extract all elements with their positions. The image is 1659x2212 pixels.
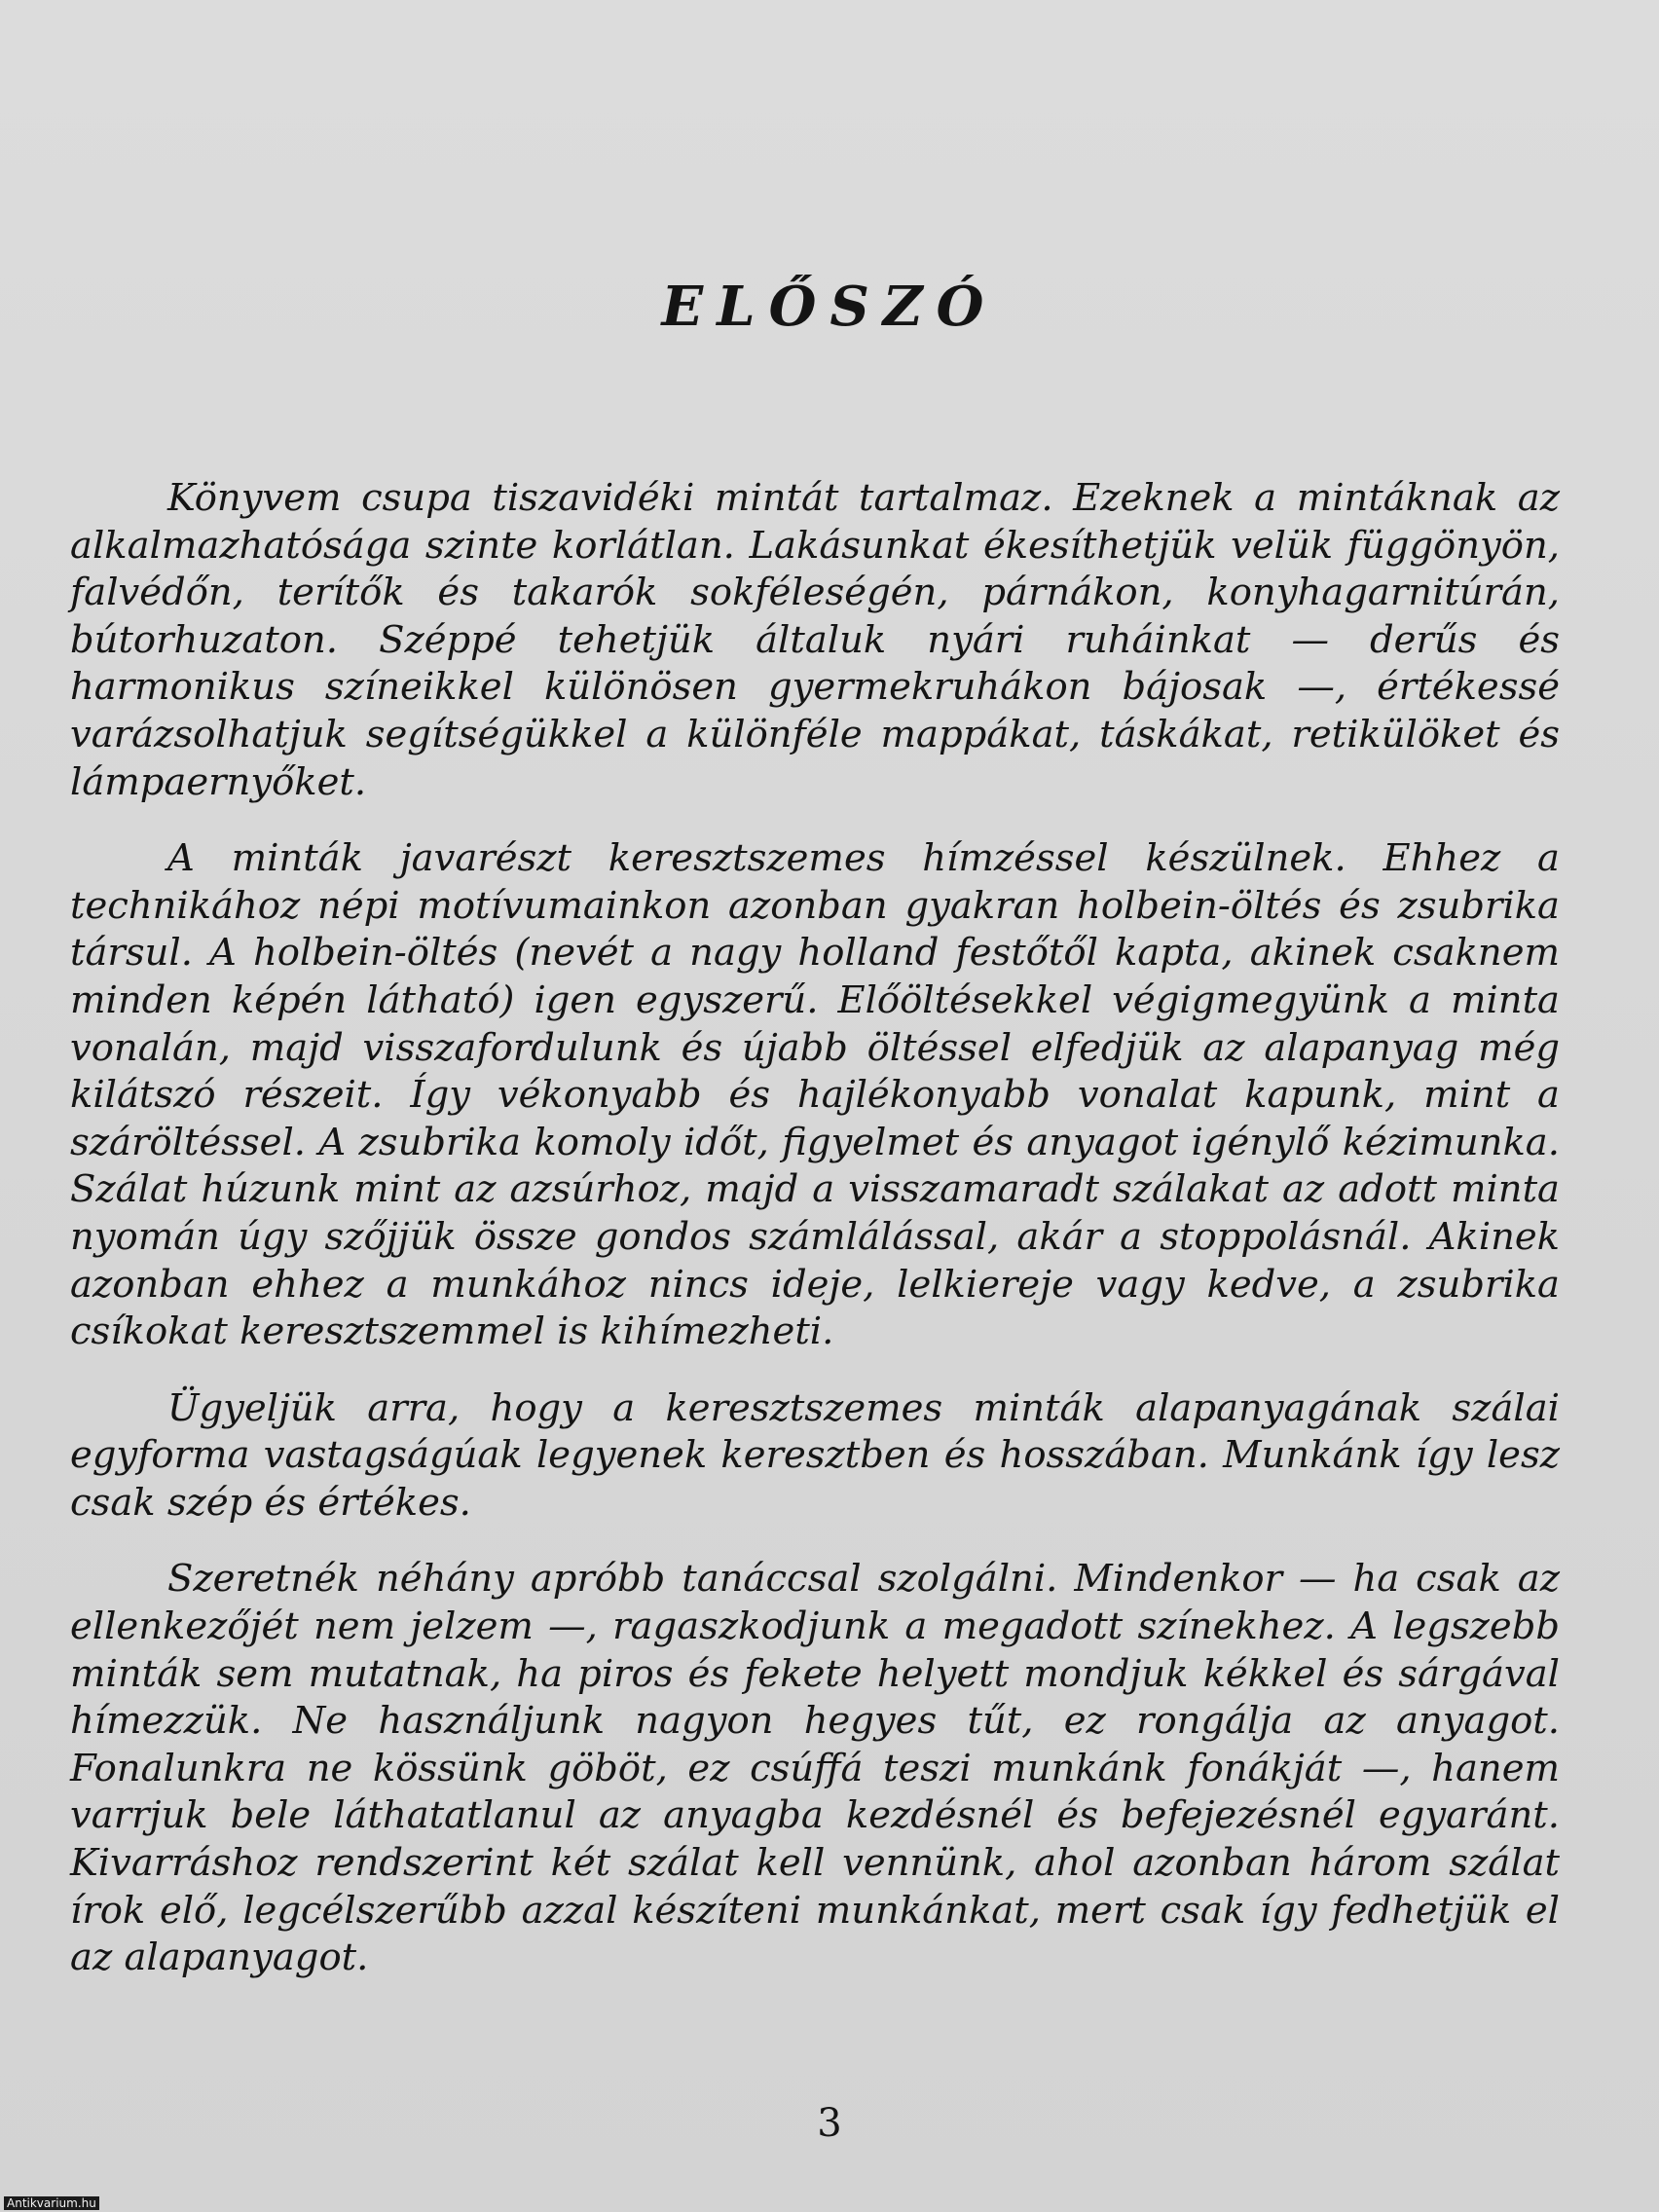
page-title: ELŐSZÓ bbox=[661, 275, 998, 339]
paragraph-4: Szeretnék néhány apróbb tanáccsal szolgálni. Mindenkor — ha csak az ellenkezőjét nem jelzem —, ragaszkodjunk a megadott színekhez. A legszebb minták sem mutatnak, ha piros és fekete helyett mondjuk kékkel és sárgával hímezzük. Ne használjunk nagyon hegyes tűt, ez rongálja az anyagot. Fonalunkra ne kössünk göböt, ez csúffá teszi munkánk fonákját —, hanem varrjuk bele láthatatlanul az anyagba kezdésnél és befejezésnél egyaránt. Kivarráshoz rendszerint két szálat kell vennünk, ahol azonban három szálat írok elő, legcélszerűbb azzal készíteni munkánkat, mert csak így fedhetjük el az alapanyagot. bbox=[70, 1557, 1560, 1980]
paragraph-2: A minták javarészt keresztszemes hímzéssel készülnek. Ehhez a technikához népi motívumainkon azonban gyakran holbein-öltés és zsubrika társul. A holbein-öltés (nevét a nagy holland festőtől kapta, akinek csaknem minden képén látható) igen egyszerű. Előöltésekkel végigmegyünk a minta vonalán, majd visszafordulunk és újabb öltéssel elfedjük az alapanyag még kilátszó részeit. Így vékonyabb és hajlékonyabb vonalat kapunk, mint a száröltéssel. A zsubrika komoly időt, figyelmet és anyagot igénylő kézimunka. Szálat húzunk mint az azsúrhoz, majd a visszamaradt szálakat az adott minta nyomán úgy szőjjük össze gondos számlálással, akár a stoppolásnál. Akinek azonban ehhez a munkához nincs ideje, lelkiereje vagy kedve, a zsubrika csíkokat keresztszemmel is kihímezheti. bbox=[70, 836, 1560, 1354]
watermark: Antikvarium.hu bbox=[4, 2196, 99, 2210]
page-number: 3 bbox=[817, 2101, 842, 2146]
paragraph-1: Könyvem csupa tiszavidéki mintát tartalmaz. Ezeknek a mintáknak az alkalmazhatósága szinte korlátlan. Lakásunkat ékesíthetjük velük függönyön, falvédőn, terítők és takarók sokféleségén, párnákon, konyhagarnitúrán, bútorhuzaton. Széppé tehetjük általuk nyári ruháinkat — derűs és harmonikus színeikkel különösen gyermekruhákon bájosak —, értékessé varázsolhatjuk segítségükkel a különféle mappákat, táskákat, retikülöket és lámpaernyőket. bbox=[70, 476, 1560, 804]
paragraph-3: Ügyeljük arra, hogy a keresztszemes minták alapanyagának szálai egyforma vastagságúak legyenek keresztben és hosszában. Munkánk így lesz csak szép és értékes. bbox=[70, 1385, 1560, 1525]
body-text bbox=[70, 475, 1560, 2011]
